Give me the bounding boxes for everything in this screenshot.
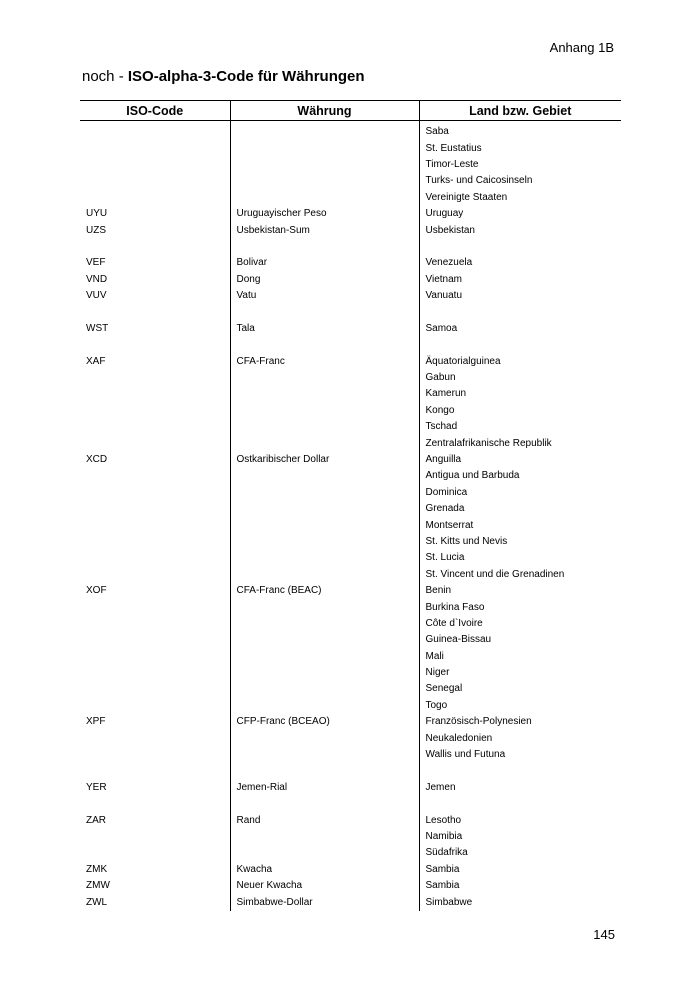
currency-cell (230, 337, 419, 353)
currency-cell: CFP-Franc (BCEAO) (230, 714, 419, 730)
country-cell: Südafrika (419, 845, 621, 861)
currency-cell (230, 665, 419, 681)
iso-code-cell: ZMW (86, 880, 110, 892)
country-cell: St. Kitts und Nevis (419, 534, 621, 550)
table-row (80, 288, 621, 304)
page-number: 145 (593, 927, 615, 942)
currency-cell: Ostkaribischer Dollar (230, 452, 419, 468)
table-row (80, 419, 621, 435)
iso-code-cell (80, 517, 230, 533)
country-cell: Tschad (419, 419, 621, 435)
table-row (80, 665, 621, 681)
table-row (80, 567, 621, 583)
table-row (80, 583, 621, 599)
currency-cell (230, 239, 419, 255)
iso-code-cell (80, 681, 230, 697)
iso-code-cell (80, 616, 230, 632)
table-row (80, 272, 621, 288)
currency-cell (230, 157, 419, 173)
iso-code-cell: WST (86, 322, 109, 334)
iso-code-cell: YER (86, 781, 107, 793)
country-cell: Zentralafrikanische Republik (419, 435, 621, 451)
column-header-iso-code: ISO-Code (80, 101, 230, 121)
iso-code-cell (80, 239, 230, 255)
title-bold: ISO-alpha-3-Code für Währungen (127, 68, 365, 85)
currency-cell (230, 730, 419, 746)
table-row (80, 681, 621, 697)
column-header-currency: Währung (230, 101, 419, 121)
iso-code-cell: VUV (86, 290, 107, 302)
currency-cell (230, 681, 419, 697)
iso-code-cell (80, 649, 230, 665)
currency-cell (230, 567, 419, 583)
currency-cell (230, 140, 419, 156)
country-cell: Uruguay (419, 206, 621, 222)
country-cell (419, 337, 621, 353)
table-row (80, 829, 621, 845)
table-row (80, 435, 621, 451)
currency-cell (230, 632, 419, 648)
country-cell (419, 796, 621, 812)
iso-code-cell (80, 632, 230, 648)
country-cell: Vereinigte Staaten (419, 190, 621, 206)
iso-code-cell (80, 665, 230, 681)
table-row (80, 632, 621, 648)
country-cell: Simbabwe (419, 894, 621, 910)
table-row (80, 255, 621, 271)
country-cell: Mali (419, 649, 621, 665)
table-row (80, 796, 621, 812)
currency-cell: Dong (230, 272, 419, 288)
country-cell: Französisch-Polynesien (419, 714, 621, 730)
page-title (82, 68, 365, 85)
iso-code-cell: VEF (86, 257, 106, 269)
country-cell: Venezuela (419, 255, 621, 271)
iso-code-cell (80, 845, 230, 861)
iso-code-cell (80, 567, 230, 583)
country-cell: Lesotho (419, 812, 621, 828)
currency-cell (230, 845, 419, 861)
iso-code-cell (80, 829, 230, 845)
table-row (80, 698, 621, 714)
table-row (80, 157, 621, 173)
iso-code-cell: XPF (86, 716, 106, 728)
country-cell: Kongo (419, 403, 621, 419)
currency-cell (230, 304, 419, 320)
country-cell: Côte d`Ivoire (419, 616, 621, 632)
country-cell: Senegal (419, 681, 621, 697)
country-cell (419, 763, 621, 779)
iso-code-cell (80, 550, 230, 566)
table-row (80, 190, 621, 206)
country-cell: Kamerun (419, 386, 621, 402)
country-cell: Wallis und Futuna (419, 747, 621, 763)
table-row (80, 403, 621, 419)
iso-code-cell (80, 599, 230, 615)
country-cell: Usbekistan (419, 222, 621, 238)
table-row (80, 763, 621, 779)
currency-cell (230, 550, 419, 566)
iso-code-cell (80, 337, 230, 353)
country-cell: Benin (419, 583, 621, 599)
currency-cell (230, 534, 419, 550)
iso-code-cell (80, 730, 230, 746)
iso-code-cell (80, 796, 230, 812)
table-row (80, 386, 621, 402)
iso-code-cell (80, 435, 230, 451)
table-row (80, 452, 621, 468)
currency-cell (230, 468, 419, 484)
table-row (80, 878, 621, 894)
table-row (80, 501, 621, 517)
table-row (80, 780, 621, 796)
iso-code-cell (80, 140, 230, 156)
column-header-country: Land bzw. Gebiet (419, 101, 621, 121)
currency-cell (230, 386, 419, 402)
iso-code-cell (80, 370, 230, 386)
table-row (80, 649, 621, 665)
country-cell: Vanuatu (419, 288, 621, 304)
country-cell: Guinea-Bissau (419, 632, 621, 648)
country-cell: Saba (419, 121, 621, 141)
table-row (80, 616, 621, 632)
iso-code-cell: ZWL (86, 896, 108, 908)
country-cell: Niger (419, 665, 621, 681)
country-cell: Dominica (419, 485, 621, 501)
currency-cell (230, 747, 419, 763)
table-row (80, 468, 621, 484)
iso-code-cell: XOF (86, 585, 107, 597)
table-row (80, 222, 621, 238)
currency-cell: Uruguayischer Peso (230, 206, 419, 222)
iso-code-cell (80, 485, 230, 501)
country-cell: Vietnam (419, 272, 621, 288)
iso-code-cell (80, 534, 230, 550)
table-row (80, 321, 621, 337)
currency-cell (230, 501, 419, 517)
currency-cell (230, 485, 419, 501)
table-row (80, 304, 621, 320)
currency-cell (230, 517, 419, 533)
iso-code-cell: VND (86, 273, 108, 285)
table-row (80, 517, 621, 533)
currency-cell (230, 173, 419, 189)
currency-cell: Simbabwe-Dollar (230, 894, 419, 910)
iso-code-cell (80, 763, 230, 779)
currency-cell (230, 403, 419, 419)
iso-code-cell: ZMK (86, 863, 108, 875)
table-row (80, 862, 621, 878)
table-row (80, 140, 621, 156)
currency-cell: Jemen-Rial (230, 780, 419, 796)
country-cell: Neukaledonien (419, 730, 621, 746)
table-row (80, 812, 621, 828)
currency-cell (230, 698, 419, 714)
iso-code-cell (80, 173, 230, 189)
table-row (80, 353, 621, 369)
iso-code-cell (80, 304, 230, 320)
country-cell: Sambia (419, 878, 621, 894)
currency-cell (230, 435, 419, 451)
table-row (80, 206, 621, 222)
country-cell: Sambia (419, 862, 621, 878)
currency-cell: Kwacha (230, 862, 419, 878)
iso-code-cell (80, 190, 230, 206)
country-cell: Samoa (419, 321, 621, 337)
currency-cell: Bolivar (230, 255, 419, 271)
country-cell: Burkina Faso (419, 599, 621, 615)
currency-cell (230, 649, 419, 665)
table-row (80, 550, 621, 566)
country-cell: Gabun (419, 370, 621, 386)
table-header-row (80, 101, 621, 121)
table-row (80, 239, 621, 255)
currency-cell: Neuer Kwacha (230, 878, 419, 894)
iso-code-cell (80, 468, 230, 484)
currency-cell (230, 190, 419, 206)
annex-label: Anhang 1B (549, 40, 614, 55)
table-row (80, 370, 621, 386)
iso-code-cell: UZS (86, 224, 106, 236)
table-body (80, 121, 621, 911)
iso-code-cell (80, 698, 230, 714)
currency-cell (230, 370, 419, 386)
country-cell: Äquatorialguinea (419, 353, 621, 369)
currency-cell: Usbekistan-Sum (230, 222, 419, 238)
table-row (80, 337, 621, 353)
currency-cell: CFA-Franc (230, 353, 419, 369)
country-cell: Montserrat (419, 517, 621, 533)
iso-code-cell (80, 501, 230, 517)
currency-table-wrapper (80, 100, 621, 911)
currency-cell: Tala (230, 321, 419, 337)
currency-cell (230, 796, 419, 812)
country-cell: St. Vincent und die Grenadinen (419, 567, 621, 583)
iso-code-cell: UYU (86, 208, 108, 220)
currency-cell: Vatu (230, 288, 419, 304)
table-row (80, 747, 621, 763)
currency-cell (230, 121, 419, 141)
iso-code-cell: XAF (86, 355, 106, 367)
table-row (80, 121, 621, 141)
country-cell: St. Eustatius (419, 140, 621, 156)
currency-cell: CFA-Franc (BEAC) (230, 583, 419, 599)
table-row (80, 730, 621, 746)
country-cell: Antigua und Barbuda (419, 468, 621, 484)
country-cell: Timor-Leste (419, 157, 621, 173)
iso-code-cell (80, 386, 230, 402)
iso-code-cell (80, 121, 230, 141)
country-cell (419, 239, 621, 255)
iso-code-cell (80, 747, 230, 763)
table-row (80, 534, 621, 550)
table-row (80, 714, 621, 730)
table-row (80, 485, 621, 501)
country-cell (419, 304, 621, 320)
country-cell: Turks- und Caicosinseln (419, 173, 621, 189)
country-cell: Jemen (419, 780, 621, 796)
table-row (80, 845, 621, 861)
table-row (80, 599, 621, 615)
iso-code-cell (80, 419, 230, 435)
table-row (80, 894, 621, 910)
iso-code-cell: ZAR (86, 814, 106, 826)
country-cell: St. Lucia (419, 550, 621, 566)
iso-code-cell: XCD (86, 454, 108, 465)
currency-cell (230, 616, 419, 632)
currency-cell (230, 763, 419, 779)
country-cell: Anguilla (419, 452, 621, 468)
country-cell: Namibia (419, 829, 621, 845)
currency-cell (230, 829, 419, 845)
table-row (80, 173, 621, 189)
currency-cell (230, 419, 419, 435)
currency-table (80, 100, 621, 911)
iso-code-cell (80, 157, 230, 173)
country-cell: Togo (419, 698, 621, 714)
currency-cell (230, 599, 419, 615)
currency-cell: Rand (230, 812, 419, 828)
country-cell: Grenada (419, 501, 621, 517)
iso-code-cell (80, 403, 230, 419)
title-prefix: noch - (82, 68, 128, 85)
